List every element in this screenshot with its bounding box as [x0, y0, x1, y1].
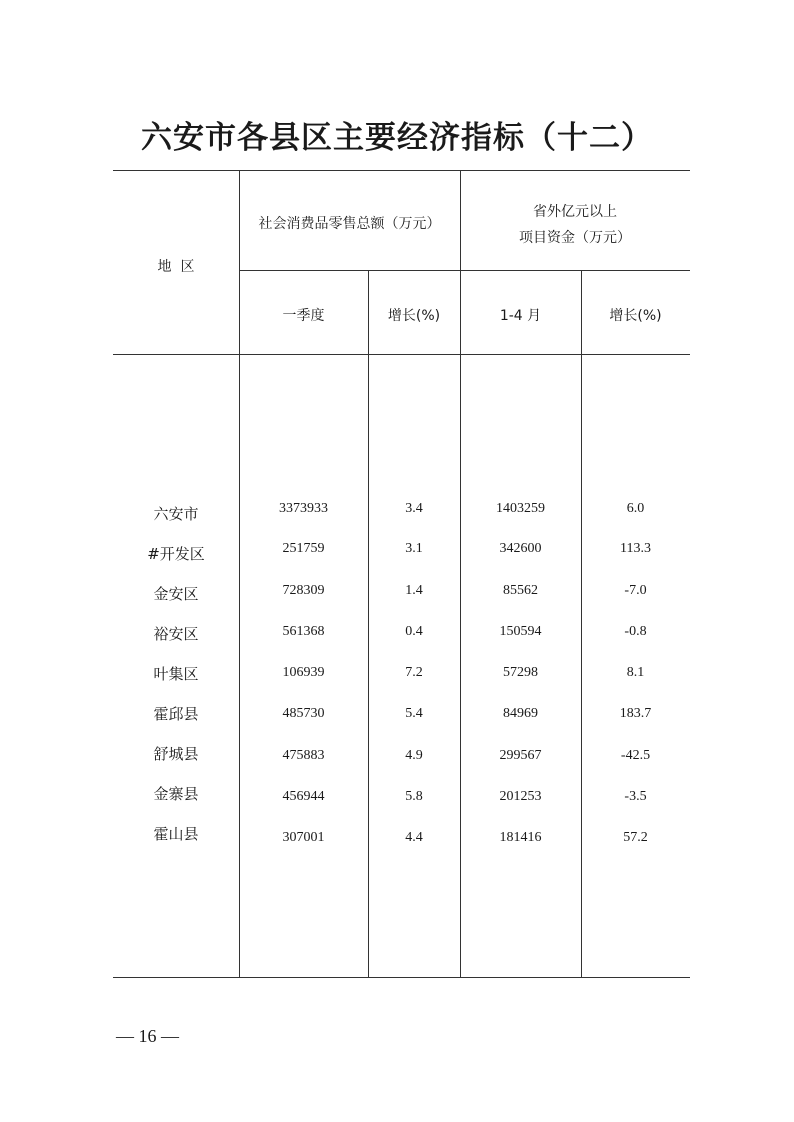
row-retail-value: 3373933: [279, 501, 328, 516]
row-region: 叶集区: [153, 665, 199, 683]
row-retail-growth: 1.4: [405, 583, 423, 598]
row-investment-value: 57298: [503, 665, 538, 680]
header-retail-period: 一季度: [282, 308, 325, 324]
header-investment-line1: 省外亿元以上: [533, 204, 617, 220]
row-retail-value: 561368: [282, 624, 325, 639]
row-region: 六安市: [153, 505, 199, 523]
row-investment-growth: 8.1: [626, 665, 645, 680]
row-investment-growth: -3.5: [624, 789, 647, 804]
row-retail-growth: 4.4: [405, 830, 423, 845]
row-region: 霍邱县: [153, 705, 199, 723]
header-investment-growth: 增长(%): [609, 308, 662, 324]
row-region: 裕安区: [153, 625, 199, 643]
row-investment-value: 150594: [499, 624, 542, 639]
row-retail-growth: 3.4: [405, 501, 423, 516]
row-investment-value: 201253: [499, 789, 542, 804]
row-region: 霍山县: [153, 825, 199, 843]
header-retail-growth: 增长(%): [387, 308, 441, 324]
column-divider: [239, 170, 240, 977]
header-retail-total: 社会消费品零售总额（万元）: [258, 216, 441, 232]
row-investment-growth: 113.3: [620, 541, 651, 556]
header-investment-period: 1-4 月: [499, 308, 542, 324]
row-investment-growth: -0.8: [624, 624, 647, 639]
row-region: 金安区: [153, 585, 199, 603]
row-retail-value: 456944: [282, 789, 325, 804]
row-investment-growth: 57.2: [623, 830, 648, 845]
row-region: 舒城县: [153, 745, 199, 763]
row-investment-value: 1403259: [496, 501, 545, 516]
row-retail-value: 106939: [282, 665, 325, 680]
row-retail-value: 307001: [282, 830, 325, 845]
page-title: 六安市各县区主要经济指标（十二）: [141, 120, 653, 156]
row-retail-value: 251759: [282, 541, 325, 556]
row-investment-value: 181416: [499, 830, 542, 845]
row-retail-growth: 0.4: [405, 624, 423, 639]
row-investment-value: 85562: [503, 583, 538, 598]
row-region: #开发区: [147, 545, 205, 563]
table-top-rule: [113, 170, 690, 171]
row-investment-growth: 183.7: [619, 706, 652, 721]
row-retail-growth: 5.8: [405, 789, 423, 804]
row-retail-growth: 7.2: [405, 665, 423, 680]
row-investment-value: 84969: [503, 706, 538, 721]
header-region: 地 区: [157, 259, 195, 275]
row-retail-value: 475883: [282, 748, 325, 763]
header-group-rule: [239, 270, 690, 271]
header-investment-line2: 项目资金（万元）: [519, 230, 631, 246]
column-divider: [460, 170, 461, 977]
row-retail-value: 485730: [282, 706, 325, 721]
row-region: 金寨县: [153, 785, 199, 803]
row-retail-growth: 5.4: [405, 706, 423, 721]
page-number: — 16 —: [116, 1026, 179, 1046]
row-retail-growth: 3.1: [405, 541, 423, 556]
row-investment-value: 299567: [499, 748, 542, 763]
row-investment-growth: 6.0: [626, 501, 645, 516]
row-investment-growth: -7.0: [624, 583, 647, 598]
table-bottom-rule: [113, 977, 690, 978]
row-investment-value: 342600: [499, 541, 542, 556]
row-investment-growth: -42.5: [620, 748, 651, 763]
row-retail-value: 728309: [282, 583, 325, 598]
header-bottom-rule: [113, 354, 690, 355]
row-retail-growth: 4.9: [405, 748, 423, 763]
